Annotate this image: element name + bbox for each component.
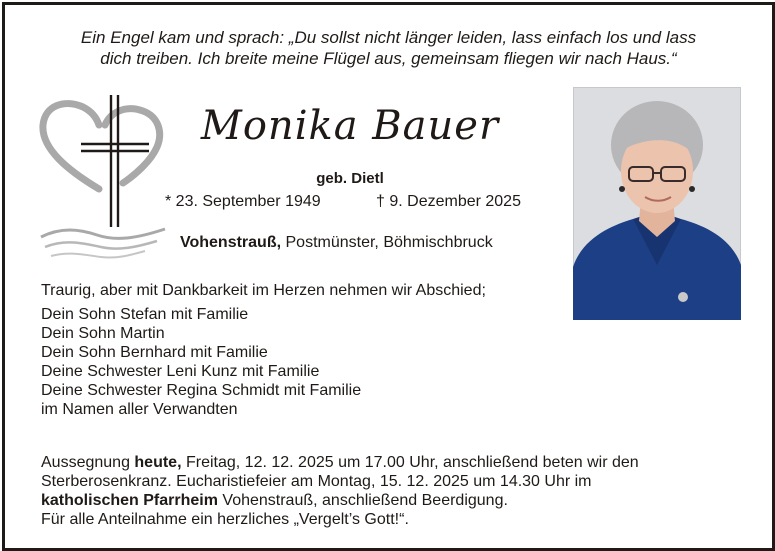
funeral-details xyxy=(41,453,639,529)
text-segment: Aussegnung xyxy=(41,454,135,471)
text-segment-bold: katholischen Pfarrheim xyxy=(41,492,218,509)
list-item: Deine Schwester Leni Kunz mit Familie xyxy=(41,363,320,380)
quote-line-2: dich treiben. Ich breite meine Flügel aus, gemeinsam fliegen wir nach Haus.“ xyxy=(100,49,677,68)
list-item: Dein Sohn Stefan mit Familie xyxy=(41,306,249,323)
funeral-line-1 xyxy=(41,453,639,472)
deceased-name: Monika Bauer xyxy=(200,103,500,149)
place-main: Vohenstrauß, xyxy=(180,234,282,251)
text-segment: Vohenstrauß, anschließend Beerdigung. xyxy=(217,492,508,509)
death-date: † 9. Dezember 2025 xyxy=(376,193,521,210)
list-item: im Namen aller Verwandten xyxy=(41,401,238,418)
mourners-list xyxy=(41,305,361,419)
text-segment-bold: heute, xyxy=(134,454,182,471)
funeral-line-2: Sterberosenkranz. Eucharistiefeier am Montag, 15. 12. 2025 um 14.30 Uhr im xyxy=(41,473,592,490)
places-line xyxy=(180,234,493,252)
funeral-line-4: Für alle Anteilnahme ein herzliches „Vergelt’s Gott!“. xyxy=(41,511,409,528)
text-segment: Freitag, 12. 12. 2025 um 17.00 Uhr, anschließend beten wir den xyxy=(181,454,639,471)
maiden-name: geb. Dietl xyxy=(316,170,384,187)
opening-quote xyxy=(5,27,772,69)
list-item: Dein Sohn Bernhard mit Familie xyxy=(41,344,268,361)
place-rest: Postmünster, Böhmischbruck xyxy=(281,234,493,251)
obituary-card xyxy=(2,2,775,551)
portrait-photo xyxy=(573,87,741,320)
heart-cross-waves-icon xyxy=(39,89,169,265)
farewell-intro: Traurig, aber mit Dankbarkeit im Herzen nehmen wir Abschied; xyxy=(41,282,486,299)
quote-line-1: Ein Engel kam und sprach: „Du sollst nicht länger leiden, lass einfach los und lass xyxy=(80,28,697,47)
birth-date: * 23. September 1949 xyxy=(165,193,321,210)
funeral-line-3 xyxy=(41,491,639,510)
list-item: Deine Schwester Regina Schmidt mit Familie xyxy=(41,382,362,399)
list-item: Dein Sohn Martin xyxy=(41,325,165,342)
